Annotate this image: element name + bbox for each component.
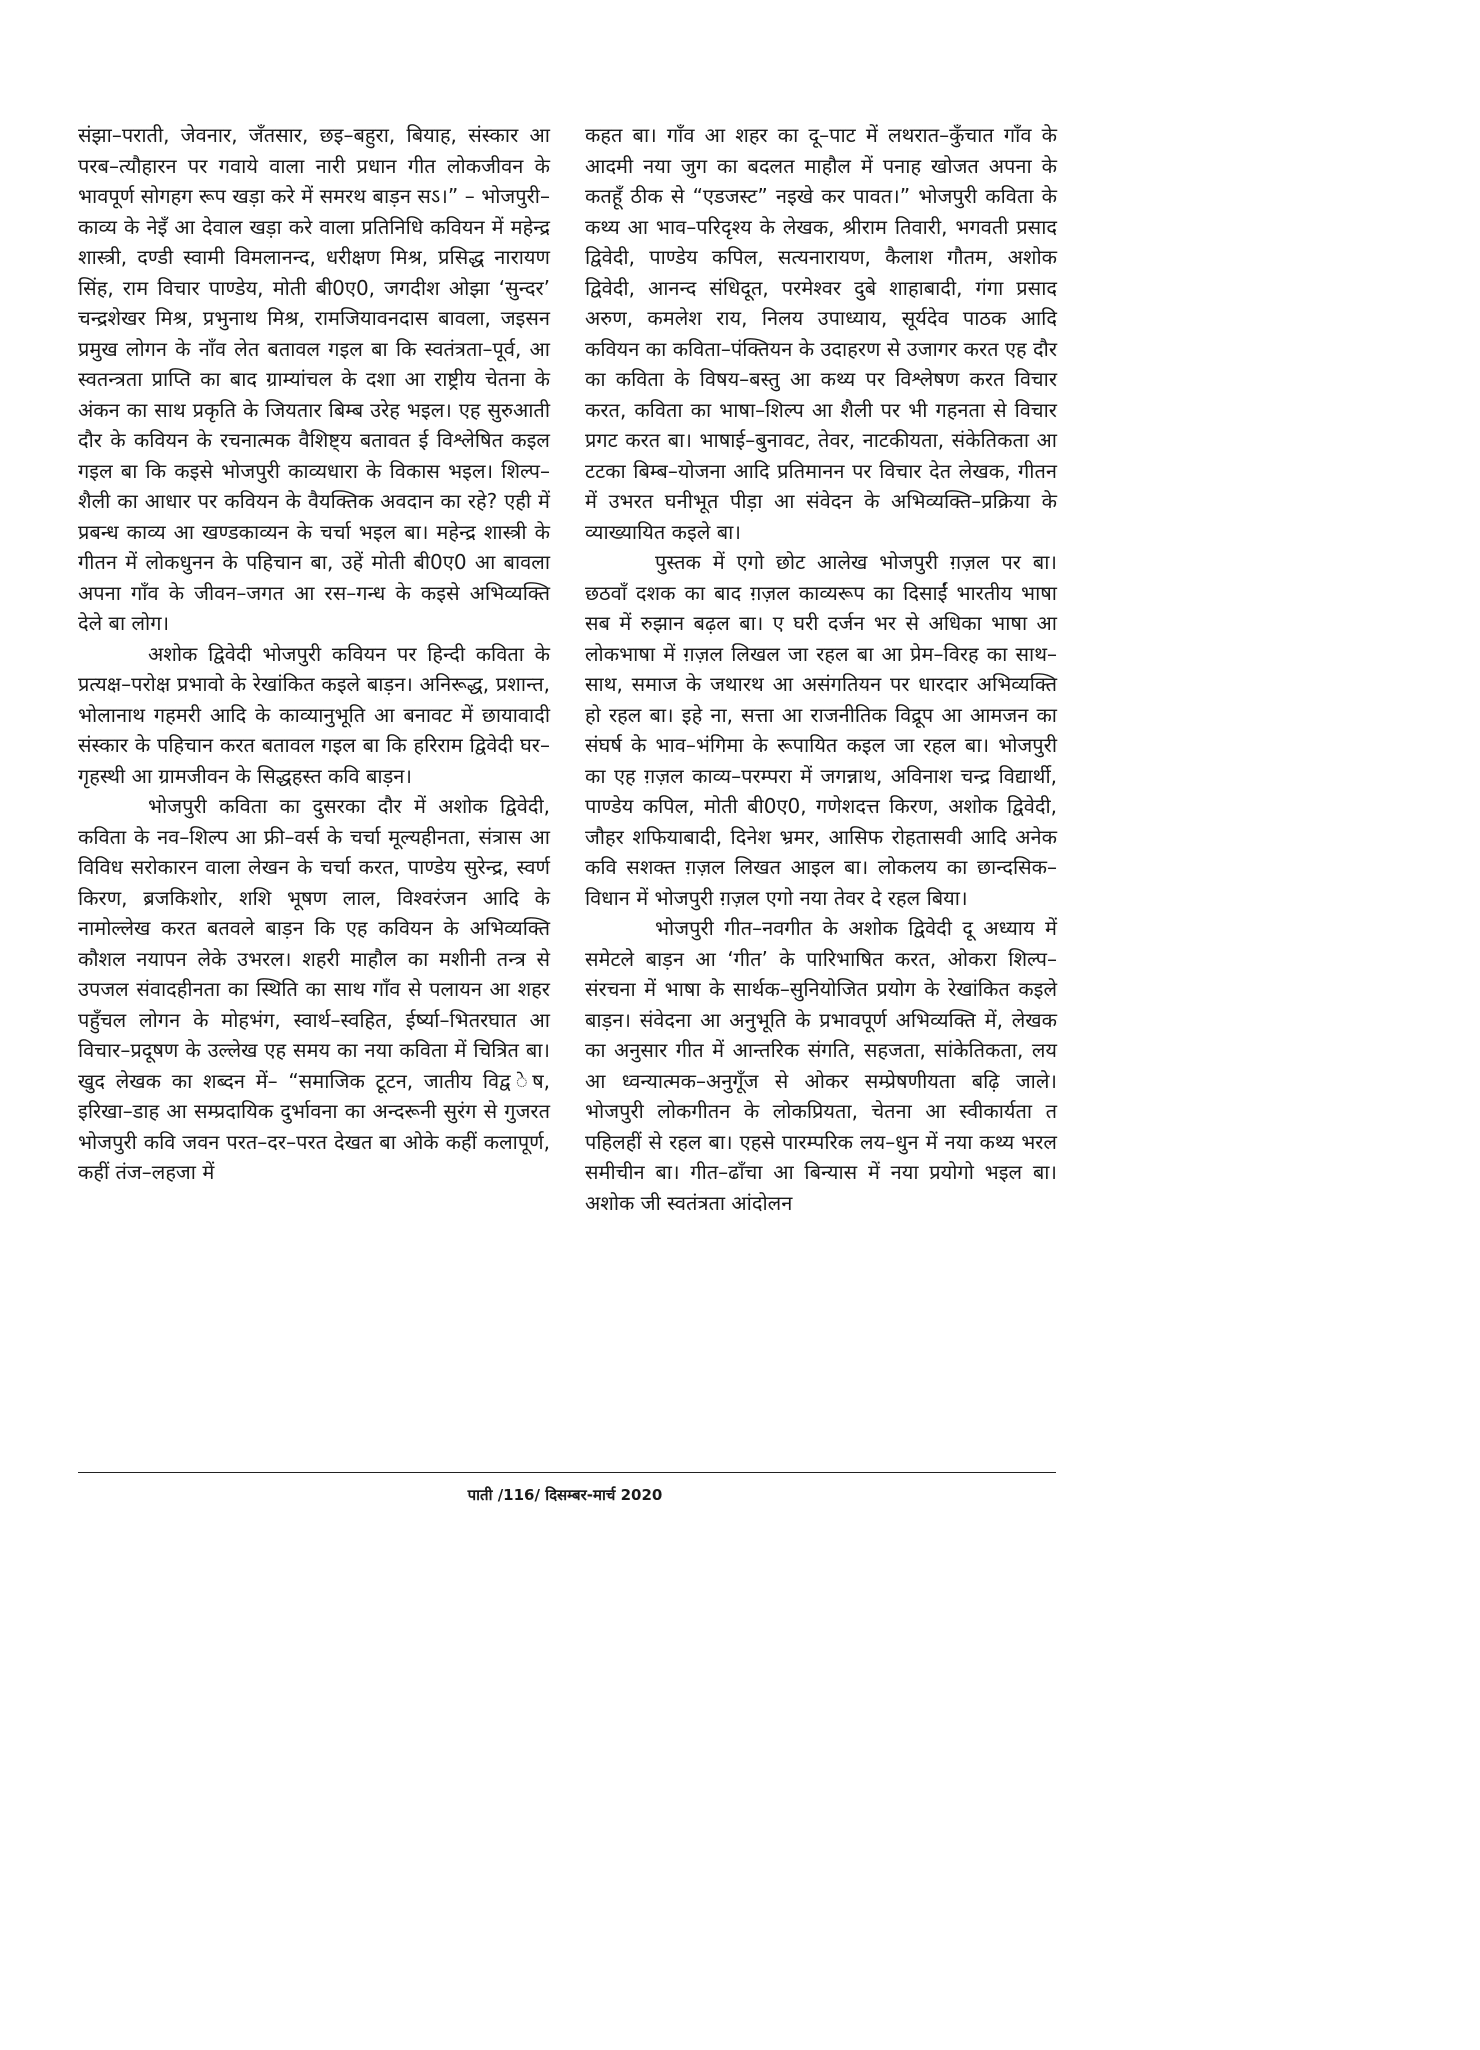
paragraph: पुस्तक में एगो छोट आलेख भोजपुरी ग़ज़ल पर बा। छठवाँ दशक का बाद ग़ज़ल काव्यरूप का दिसाईं भारतीय भाषा सब में रुझान बढ़ल बा। ए घरी दर्जन भर से अधिका भाषा आ लोकभाषा में ग़ज़ल लिखल जा रहल बा आ प्रेम–विरह का साथ–साथ, समाज के जथारथ आ असंगतियन पर धारदार अभिव्यक्ति हो रहल बा। इहे ना, सत्ता आ राजनीतिक विद्रूप आ आमजन का संघर्ष के भाव–भंगिमा के रूपायित कइल जा रहल बा। भोजपुरी का एह ग़ज़ल काव्य–परम्परा में जगन्नाथ, अविनाश चन्द्र विद्यार्थी, पाण्डेय कपिल, मोती बी0ए0, गणेशदत्त किरण, अशोक द्विवेदी, जौहर शफियाबादी, दिनेश भ्रमर, आसिफ रोहतासवी आदि अनेक कवि सशक्त ग़ज़ल लिखत आइल बा। लोकलय का छान्दसिक–विधान में भोजपुरी ग़ज़ल एगो नया तेवर दे रहल बिया। [585, 550, 1057, 910]
paragraph: भोजपुरी गीत–नवगीत के अशोक द्विवेदी दू अध्याय में समेटले बाड़न आ ‘गीत’ के पारिभाषित करत, ओकरा शिल्प–संरचना में भाषा के सार्थक–सुनियोजित प्रयोग के रेखांकित कइले बाड़न। संवेदना आ अनुभूति के प्रभावपूर्ण अभिव्यक्ति में, लेखक का अनुसार गीत में आन्तरिक संगति, सहजता, सांकेतिकता, लय आ ध्वन्यात्मक–अनुगूँज से ओकर सम्प्रेषणीयता बढ़ि जाले। भोजपुरी लोकगीतन के लोकप्रियता, चेतना आ स्वीकार्यता त पहिलहीं से रहल बा। एहसे पारम्परिक लय–धुन में नया कथ्य भरल समीचीन बा। गीत–ढाँचा आ बिन्यास में नया प्रयोगो भइल बा। अशोक जी स्वतंत्रता आंदोलन [585, 916, 1057, 1215]
page-footer: पाती /116/ दिसम्बर-मार्च 2020 [467, 1486, 663, 1504]
left-column [78, 120, 550, 1188]
paragraph: अशोक द्विवेदी भोजपुरी कवियन पर हिन्दी कविता के प्रत्यक्ष–परोक्ष प्रभावो के रेखांकित कइले बाड़न। अनिरूद्ध, प्रशान्त, भोलानाथ गहमरी आदि के काव्यानुभूति आ बनावट में छायावादी संस्कार के पहिचान करत बतावल गइल बा कि हरिराम द्विवेदी घर–गृहस्थी आ ग्रामजीवन के सिद्धहस्त कवि बाड़न। [78, 641, 550, 788]
paragraph: कहत बा। गाँव आ शहर का दू–पाट में लथरात–कुँचात गाँव के आदमी नया जुग का बदलत माहौल में पनाह खोजत अपना के कतहूँ ठीक से “एडजस्ट” नइखे कर पावत।” भोजपुरी कविता के कथ्य आ भाव–परिदृश्य के लेखक, श्रीराम तिवारी, भगवती प्रसाद द्विवेदी, पाण्डेय कपिल, सत्यनारायण, कैलाश गौतम, अशोक द्विवेदी, आनन्द संधिदूत, परमेश्वर दुबे शाहाबादी, गंगा प्रसाद अरुण, कमलेश राय, निलय उपाध्याय, सूर्यदेव पाठक आदि कवियन का कविता–पंक्तियन के उदाहरण से उजागर करत एह दौर का कविता के विषय–बस्तु आ कथ्य पर विश्लेषण करत विचार करत, कविता का भाषा–शिल्प आ शैली पर भी गहनता से विचार प्रगट करत बा। भाषाई–बुनावट, तेवर, नाटकीयता, संकेतिकता आ टटका बिम्ब–योजना आदि प्रतिमानन पर विचार देत लेखक, गीतन में उभरत घनीभूत पीड़ा आ संवेदन के अभिव्यक्ति–प्रक्रिया के व्याख्यायित कइले बा। [585, 123, 1057, 544]
paragraph: संझा–पराती, जेवनार, जँतसार, छइ–बहुरा, बियाह, संस्कार आ परब–त्यौहारन पर गवाये वाला नारी प्रधान गीत लोकजीवन के भावपूर्ण सोगहग रूप खड़ा करे में समरथ बाड़न सऽ।” – भोजपुरी–काव्य के नेइँ आ देवाल खड़ा करे वाला प्रतिनिधि कवियन में महेन्द्र शास्त्री, दण्डी स्वामी विमलानन्द, धरीक्षण मिश्र, प्रसिद्ध नारायण सिंह, राम विचार पाण्डेय, मोती बी0ए0, जगदीश ओझा ‘सुन्दर’ चन्द्रशेखर मिश्र, प्रभुनाथ मिश्र, रामजियावनदास बावला, जइसन प्रमुख लोगन के नाँव लेत बतावल गइल बा कि स्वतंत्रता–पूर्व, आ स्वतन्त्रता प्राप्ति का बाद ग्राम्यांचल के दशा आ राष्ट्रीय चेतना के अंकन का साथ प्रकृति के जियतार बिम्ब उरेह भइल। एह सुरुआती दौर के कवियन के रचनात्मक वैशिष्ट्य बतावत ई विश्लेषित कइल गइल बा कि कइसे भोजपुरी काव्यधारा के विकास भइल। शिल्प–शैली का आधार पर कवियन के वैयक्तिक अवदान का रहे? एही में प्रबन्ध काव्य आ खण्डकाव्यन के चर्चा भइल बा। महेन्द्र शास्त्री के गीतन में लोकधुनन के पहिचान बा, उहें मोती बी0ए0 आ बावला अपना गाँव के जीवन–जगत आ रस–गन्ध के कइसे अभिव्यक्ति देले बा लोग। [78, 123, 550, 635]
paragraph: भोजपुरी कविता का दुसरका दौर में अशोक द्विवेदी, कविता के नव–शिल्प आ फ्री–वर्स के चर्चा मूल्यहीनता, संत्रास आ विविध सरोकारन वाला लेखन के चर्चा करत, पाण्डेय सुरेन्द्र, स्वर्ण किरण, ब्रजकिशोर, शशि भूषण लाल, विश्वरंजन आदि के नामोल्लेख करत बतवले बाड़न कि एह कवियन के अभिव्यक्ति कौशल नयापन लेके उभरल। शहरी माहौल का मशीनी तन्त्र से उपजल संवादहीनता का स्थिति का साथ गाँव से पलायन आ शहर पहुँचल लोगन के मोहभंग, स्वार्थ–स्वहित, ईर्ष्या–भितरघात आ विचार–प्रदूषण के उल्लेख एह समय का नया कविता में चित्रित बा। खुद लेखक का शब्दन में– “समाजिक टूटन, जातीय विद्व ेष, इरिखा–डाह आ सम्प्रदायिक दुर्भावना का अन्दरूनी सुरंग से गुजरत भोजपुरी कवि जवन परत–दर–परत देखत बा ओके कहीं कलापूर्ण, कहीं तंज–लहजा में [78, 794, 550, 1184]
footer-divider [78, 1472, 1056, 1473]
right-column [585, 120, 1057, 1218]
